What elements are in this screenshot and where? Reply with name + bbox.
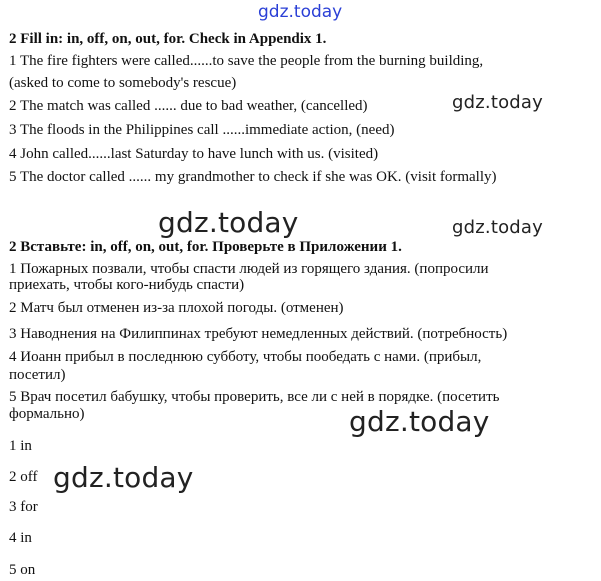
answer-item: 4 in [9, 530, 32, 546]
exercise-line: приехать, чтобы кого-нибудь спасти) [9, 277, 245, 293]
exercise-line: 2 The match was called ...... due to bad weather, (cancelled) [9, 98, 368, 114]
exercise-line: формально) [9, 406, 85, 422]
watermark-top: gdz.today [258, 2, 343, 22]
watermark: gdz.today [158, 206, 299, 239]
answer-item: 2 off [9, 469, 38, 485]
watermark: gdz.today [349, 405, 490, 438]
exercise-line: 4 Иоанн прибыл в последнюю субботу, чтобы пообедать с нами. (прибыл, [9, 349, 482, 365]
answer-item: 1 in [9, 438, 32, 454]
exercise-line: 2 Матч был отменен из-за плохой погоды. (отменен) [9, 300, 344, 316]
exercise-line: посетил) [9, 367, 66, 383]
watermark: gdz.today [452, 217, 544, 238]
exercise-line: 4 John called......last Saturday to have lunch with us. (visited) [9, 146, 379, 162]
answer-item: 5 on [9, 562, 36, 578]
answer-item: 3 for [9, 499, 38, 515]
exercise-line: 1 The fire fighters were called......to save the people from the burning building, [9, 53, 484, 69]
exercise-line: 3 Наводнения на Филиппинах требуют немедленных действий. (потребность) [9, 326, 508, 342]
exercise-line: 3 The floods in the Philippines call ......immediate action, (need) [9, 122, 395, 138]
watermark: gdz.today [452, 92, 544, 113]
exercise-line: 1 Пожарных позвали, чтобы спасти людей из горящего здания. (попросили [9, 261, 489, 277]
exercise-heading-en: 2 Fill in: in, off, on, out, for. Check in Appendix 1. [9, 31, 327, 47]
exercise-line: 5 Врач посетил бабушку, чтобы проверить, все ли с ней в порядке. (посетить [9, 389, 500, 405]
exercise-heading-ru: 2 Вставьте: in, off, on, out, for. Проверьте в Приложении 1. [9, 239, 402, 255]
exercise-line: (asked to come to somebody's rescue) [9, 75, 237, 91]
exercise-line: 5 The doctor called ...... my grandmother to check if she was OK. (visit formally) [9, 169, 497, 185]
watermark: gdz.today [53, 461, 194, 494]
